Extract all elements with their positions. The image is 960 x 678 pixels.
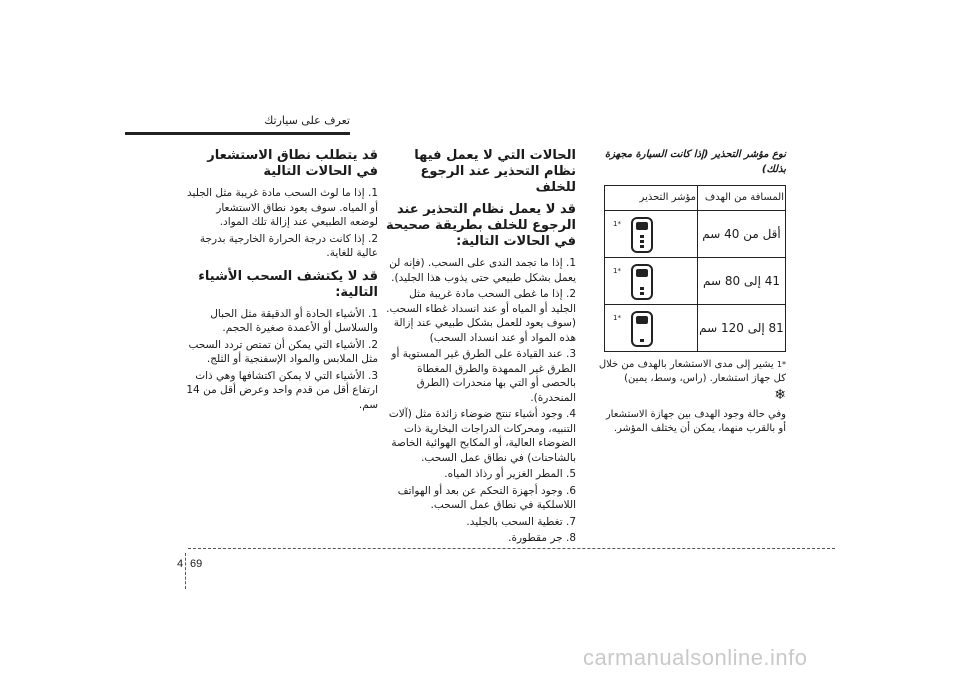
list-item: 3. عند القيادة على الطرق غير المستوية أو الطرق غير الممهدة والطرق المغطاة بالحصى أو التي بها منحدرات (الطرق المنحدرة).: [391, 348, 576, 404]
header-distance: المسافة من الهدف: [698, 186, 786, 211]
indicator-cell: [605, 258, 698, 305]
snowflake-note-icon: ❄: [774, 387, 786, 403]
list-item: 1. إذا ما تجمد الندى على السحب. (فإنه لن يعمل بشكل طبيعي حتى يذوب هذا الجليد).: [389, 257, 576, 284]
list-undetected-objects: [186, 307, 378, 413]
heading-range-requirements: قد يتطلب نطاق الاستشعار في الحالات التالية: [207, 148, 378, 179]
list-item: 6. وجود أجهزة التحكم عن بعد أو الهواتف اللاسلكية في نطاق عمل السحب.: [397, 484, 576, 511]
distance-cell: 41 إلى 80 سم: [698, 258, 786, 305]
heading-not-working: الحالات التي لا يعمل فيها نظام التحذير عند الرجوع للخلف: [414, 148, 576, 195]
footnote-mark: *1: [613, 220, 621, 228]
list-item: 7. تغطية السحب بالجليد.: [466, 515, 576, 528]
column-left: [596, 148, 786, 436]
footer-rule: [188, 548, 835, 549]
list-item: 8. جر مقطورة.: [508, 532, 576, 544]
list-item: 1. إذا ما لوث السحب مادة غريبة مثل الجليد أو المياه. سوف يعود نطاق الاستشعار لوضعه الطبيعي عند إزالة تلك المواد.: [187, 187, 378, 228]
heading-malfunction-cases: قد لا يعمل نظام التحذير عند الرجوع للخلف بطريقة صحيحة في الحالات التالية:: [386, 202, 576, 249]
footer-divider: [185, 553, 186, 589]
table-row: [605, 211, 786, 258]
indicator-cell: [605, 305, 698, 352]
list-item: 5. المطر الغزير أو رذاذ المياه.: [444, 468, 576, 480]
watermark: carmanualsonline.info: [583, 645, 808, 670]
header-rule: [125, 132, 350, 135]
footnote-mark: *1: [613, 267, 621, 275]
table-title: نوع مؤشر التحذير (إذا كانت السيارة مجهزة بذلك): [604, 149, 786, 175]
list-range-requirements: [186, 186, 378, 261]
heading-undetected-objects: قد لا يكتشف السحب الأشياء التالية:: [198, 268, 378, 300]
indicator-cell: [605, 211, 698, 258]
list-item: 3. الأشياء التي لا يمكن اكتشافها وهي ذات ارتفاع أقل من قدم واحد وعرض أقل من 14 سم.: [186, 369, 378, 411]
warning-indicator-table: [604, 185, 786, 352]
column-middle: [386, 148, 576, 554]
section-title: تعرف على سيارتك: [264, 114, 350, 127]
table-row: [605, 305, 786, 352]
car-indicator-icon: [631, 217, 653, 253]
list-item: 2. إذا ما غطى السحب مادة غريبة مثل الجليد أو المياه أو عند انسداد غطاء السحب. (سوف يعود للعمل بشكل طبيعي عند إزالة هذه المواد أو عند انسداد السحب): [386, 288, 576, 344]
car-indicator-icon: [631, 311, 653, 347]
table-header-row: [605, 186, 786, 211]
footnote: $^{*1}$ يشير إلى مدى الاستشعار بالهدف من خلال كل جهاز استشعار. (راس، وسط، يمين): [598, 359, 786, 384]
header-indicator: مؤشر التحذير: [605, 186, 698, 211]
list-item: 2. إذا كانت درجة الحرارة الخارجية بدرجة عالية للغاية.: [199, 232, 378, 259]
footnote-mark: *1: [613, 314, 621, 322]
distance-cell: أقل من 40 سم: [698, 211, 786, 258]
footnote-text: يشير إلى مدى الاستشعار بالهدف من خلال كل جهاز استشعار. (راس، وسط، يمين): [598, 359, 786, 384]
distance-cell: 81 إلى 120 سم: [698, 305, 786, 352]
page-number: 69: [190, 558, 203, 570]
page-section-number: 4: [177, 558, 184, 570]
table-row: [605, 258, 786, 305]
column-right: [186, 148, 378, 420]
note-text: وفي حالة وجود الهدف بين جهازة الاستشعار أو بالقرب منهما، يمكن أن يختلف المؤشر.: [605, 409, 786, 434]
list-item: 1. الأشياء الحادة أو الدقيقة مثل الحبال والسلاسل أو الأعمدة صغيرة الحجم.: [210, 307, 378, 334]
car-indicator-icon: [631, 264, 653, 300]
list-malfunction-cases: [386, 256, 576, 546]
list-item: 2. الأشياء التي يمكن أن تمتص تردد السحب مثل الملابس والمواد الإسفنجية أو الثلج.: [188, 338, 378, 365]
list-item: 4. وجود أشياء تنتج ضوضاء زائدة مثل (آلات التنبيه، ومحركات الدراجات البخارية ذات الضوضاء العالية، أو المكابح الهوائية الخاصة بالشاحنات) في نطاق عمل السحب.: [388, 408, 576, 464]
